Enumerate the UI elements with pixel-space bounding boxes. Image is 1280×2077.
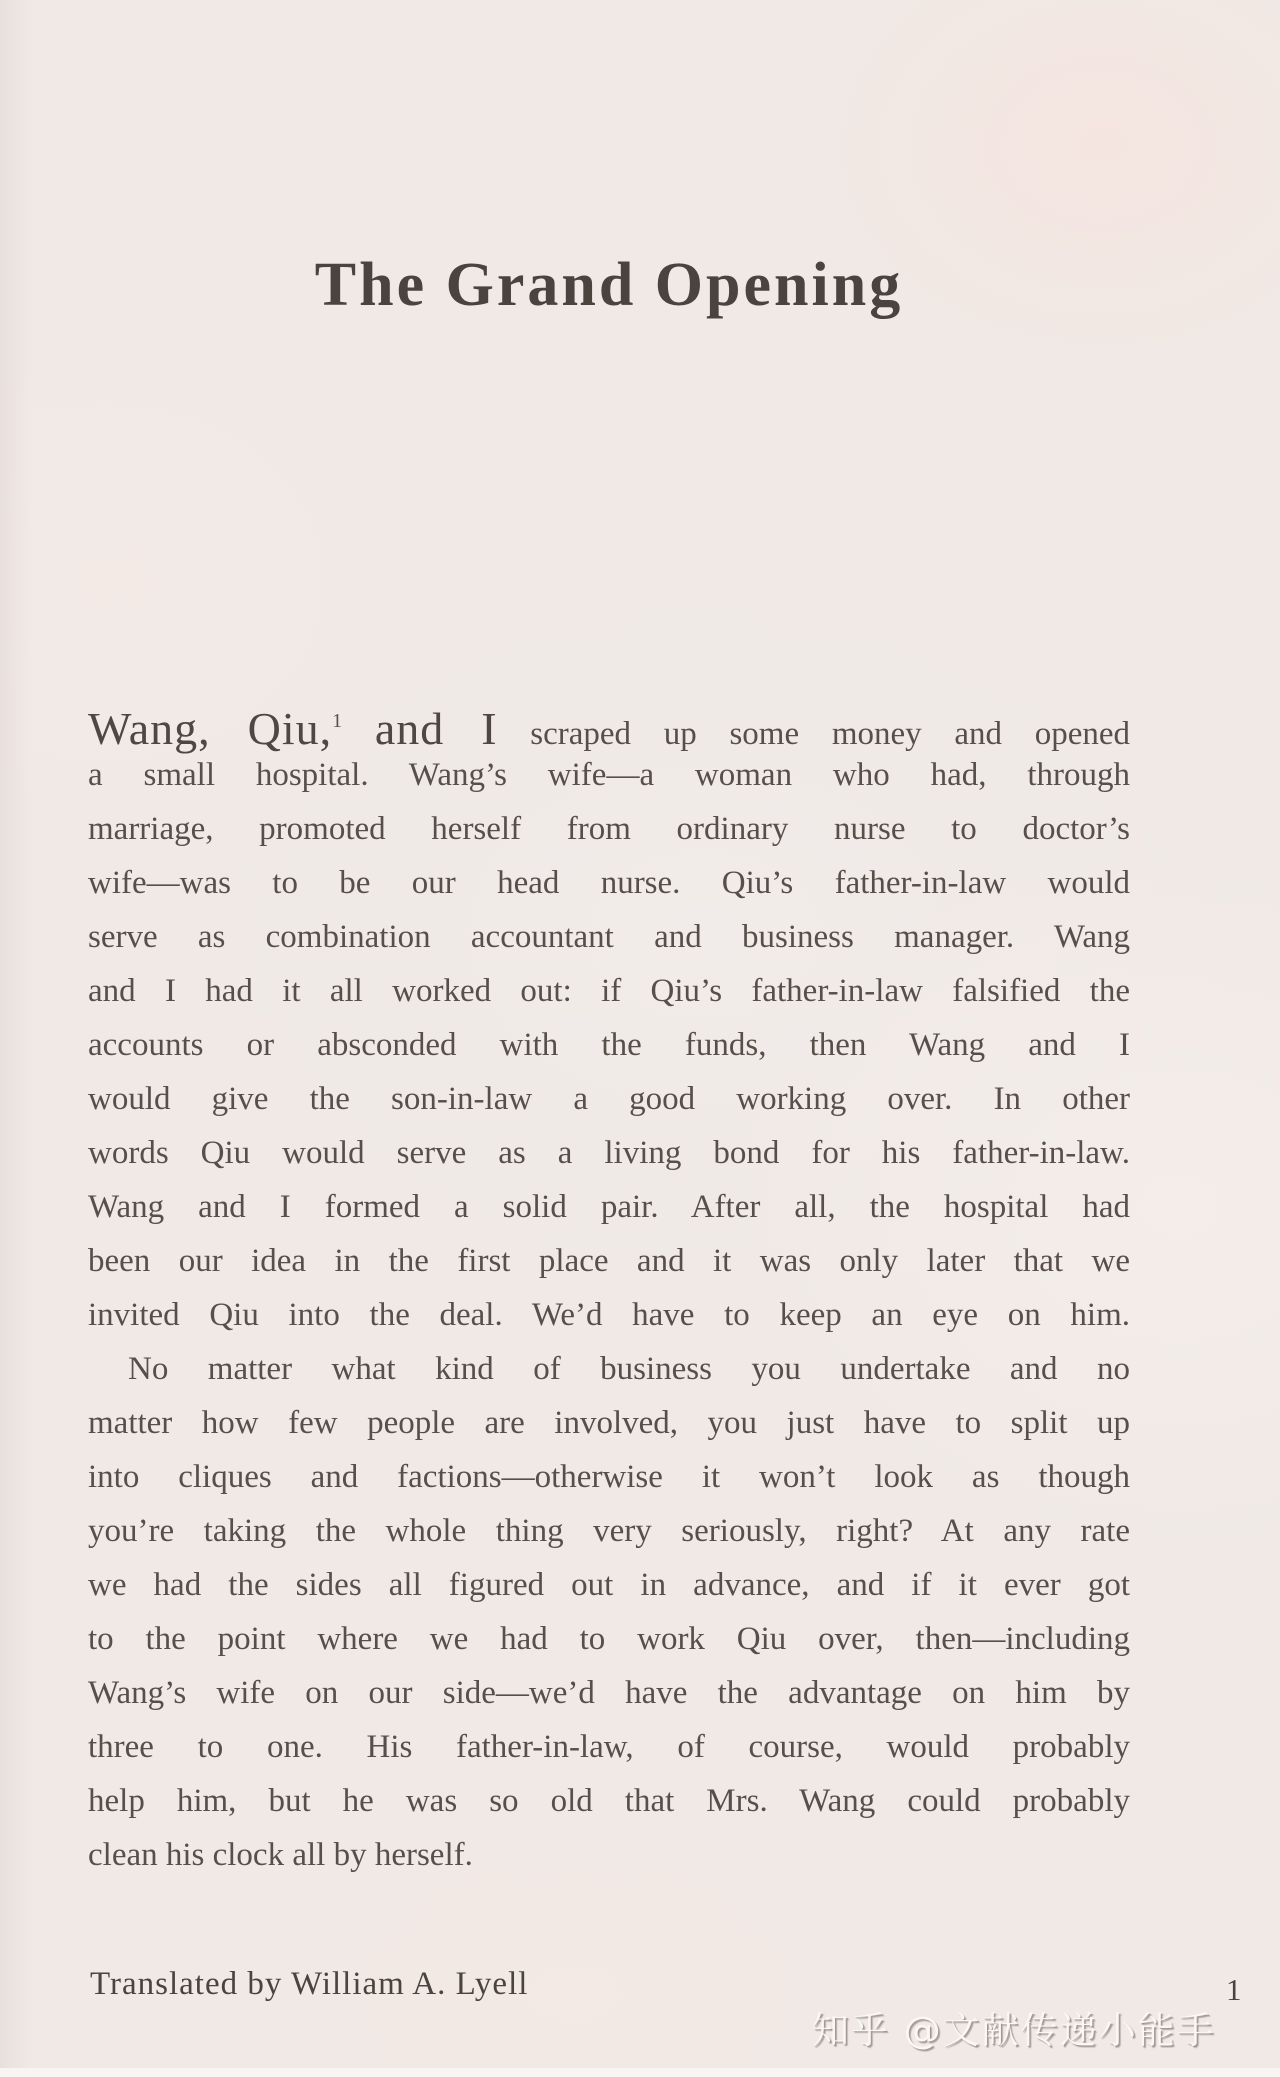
text-line: No matter what kind of business you undertake and no [128, 1351, 1130, 1387]
text-line: clean his clock all by herself. [88, 1837, 473, 1873]
text-line: to the point where we had to work Qiu over, then—including [88, 1621, 1130, 1657]
text-line: words Qiu would serve as a living bond for his father-in-law. [88, 1135, 1130, 1171]
chapter-title: The Grand Opening [314, 250, 904, 319]
watermark: 知乎 @文献传递小能手 [812, 2009, 1216, 2052]
scan-edge [0, 2068, 1280, 2077]
text-line: marriage, promoted herself from ordinary nurse to doctor’s [88, 811, 1130, 847]
page-number: 1 [1226, 1972, 1242, 2007]
text-line: a small hospital. Wang’s wife—a woman who had, through [88, 757, 1130, 793]
text-line: we had the sides all figured out in advance, and if it ever got [88, 1567, 1130, 1603]
text-line: been our idea in the first place and it was only later that we [88, 1243, 1130, 1279]
body-text [88, 694, 1130, 1882]
opening-phrase-continued: and I [374, 703, 498, 754]
first-line-text: scraped up some money and opened [530, 716, 1131, 752]
text-line: Wang’s wife on our side—we’d have the advantage on him by [88, 1675, 1130, 1711]
text-line: you’re taking the whole thing very seriously, right? At any rate [88, 1513, 1130, 1549]
footnote-marker: 1 [332, 710, 343, 732]
text-line [88, 694, 1131, 754]
text-line: wife—was to be our head nurse. Qiu’s father-in-law would [88, 865, 1130, 901]
text-line: into cliques and factions—otherwise it won’t look as though [88, 1459, 1130, 1495]
text-line: three to one. His father-in-law, of course, would probably [88, 1729, 1130, 1765]
opening-phrase: Wang, Qiu, [88, 703, 333, 754]
text-line: Wang and I formed a solid pair. After all, the hospital had [88, 1189, 1130, 1225]
text-line: and I had it all worked out: if Qiu’s father-in-law falsified the [88, 973, 1130, 1009]
text-line: help him, but he was so old that Mrs. Wang could probably [88, 1783, 1130, 1819]
text-line: invited Qiu into the deal. We’d have to keep an eye on him. [88, 1297, 1130, 1333]
text-line: matter how few people are involved, you just have to split up [88, 1405, 1130, 1441]
translator-credit: Translated by William A. Lyell [90, 1966, 529, 2002]
text-line: would give the son-in-law a good working over. In other [88, 1081, 1130, 1117]
text-line: serve as combination accountant and business manager. Wang [88, 919, 1130, 955]
text-line: accounts or absconded with the funds, then Wang and I [88, 1027, 1130, 1063]
